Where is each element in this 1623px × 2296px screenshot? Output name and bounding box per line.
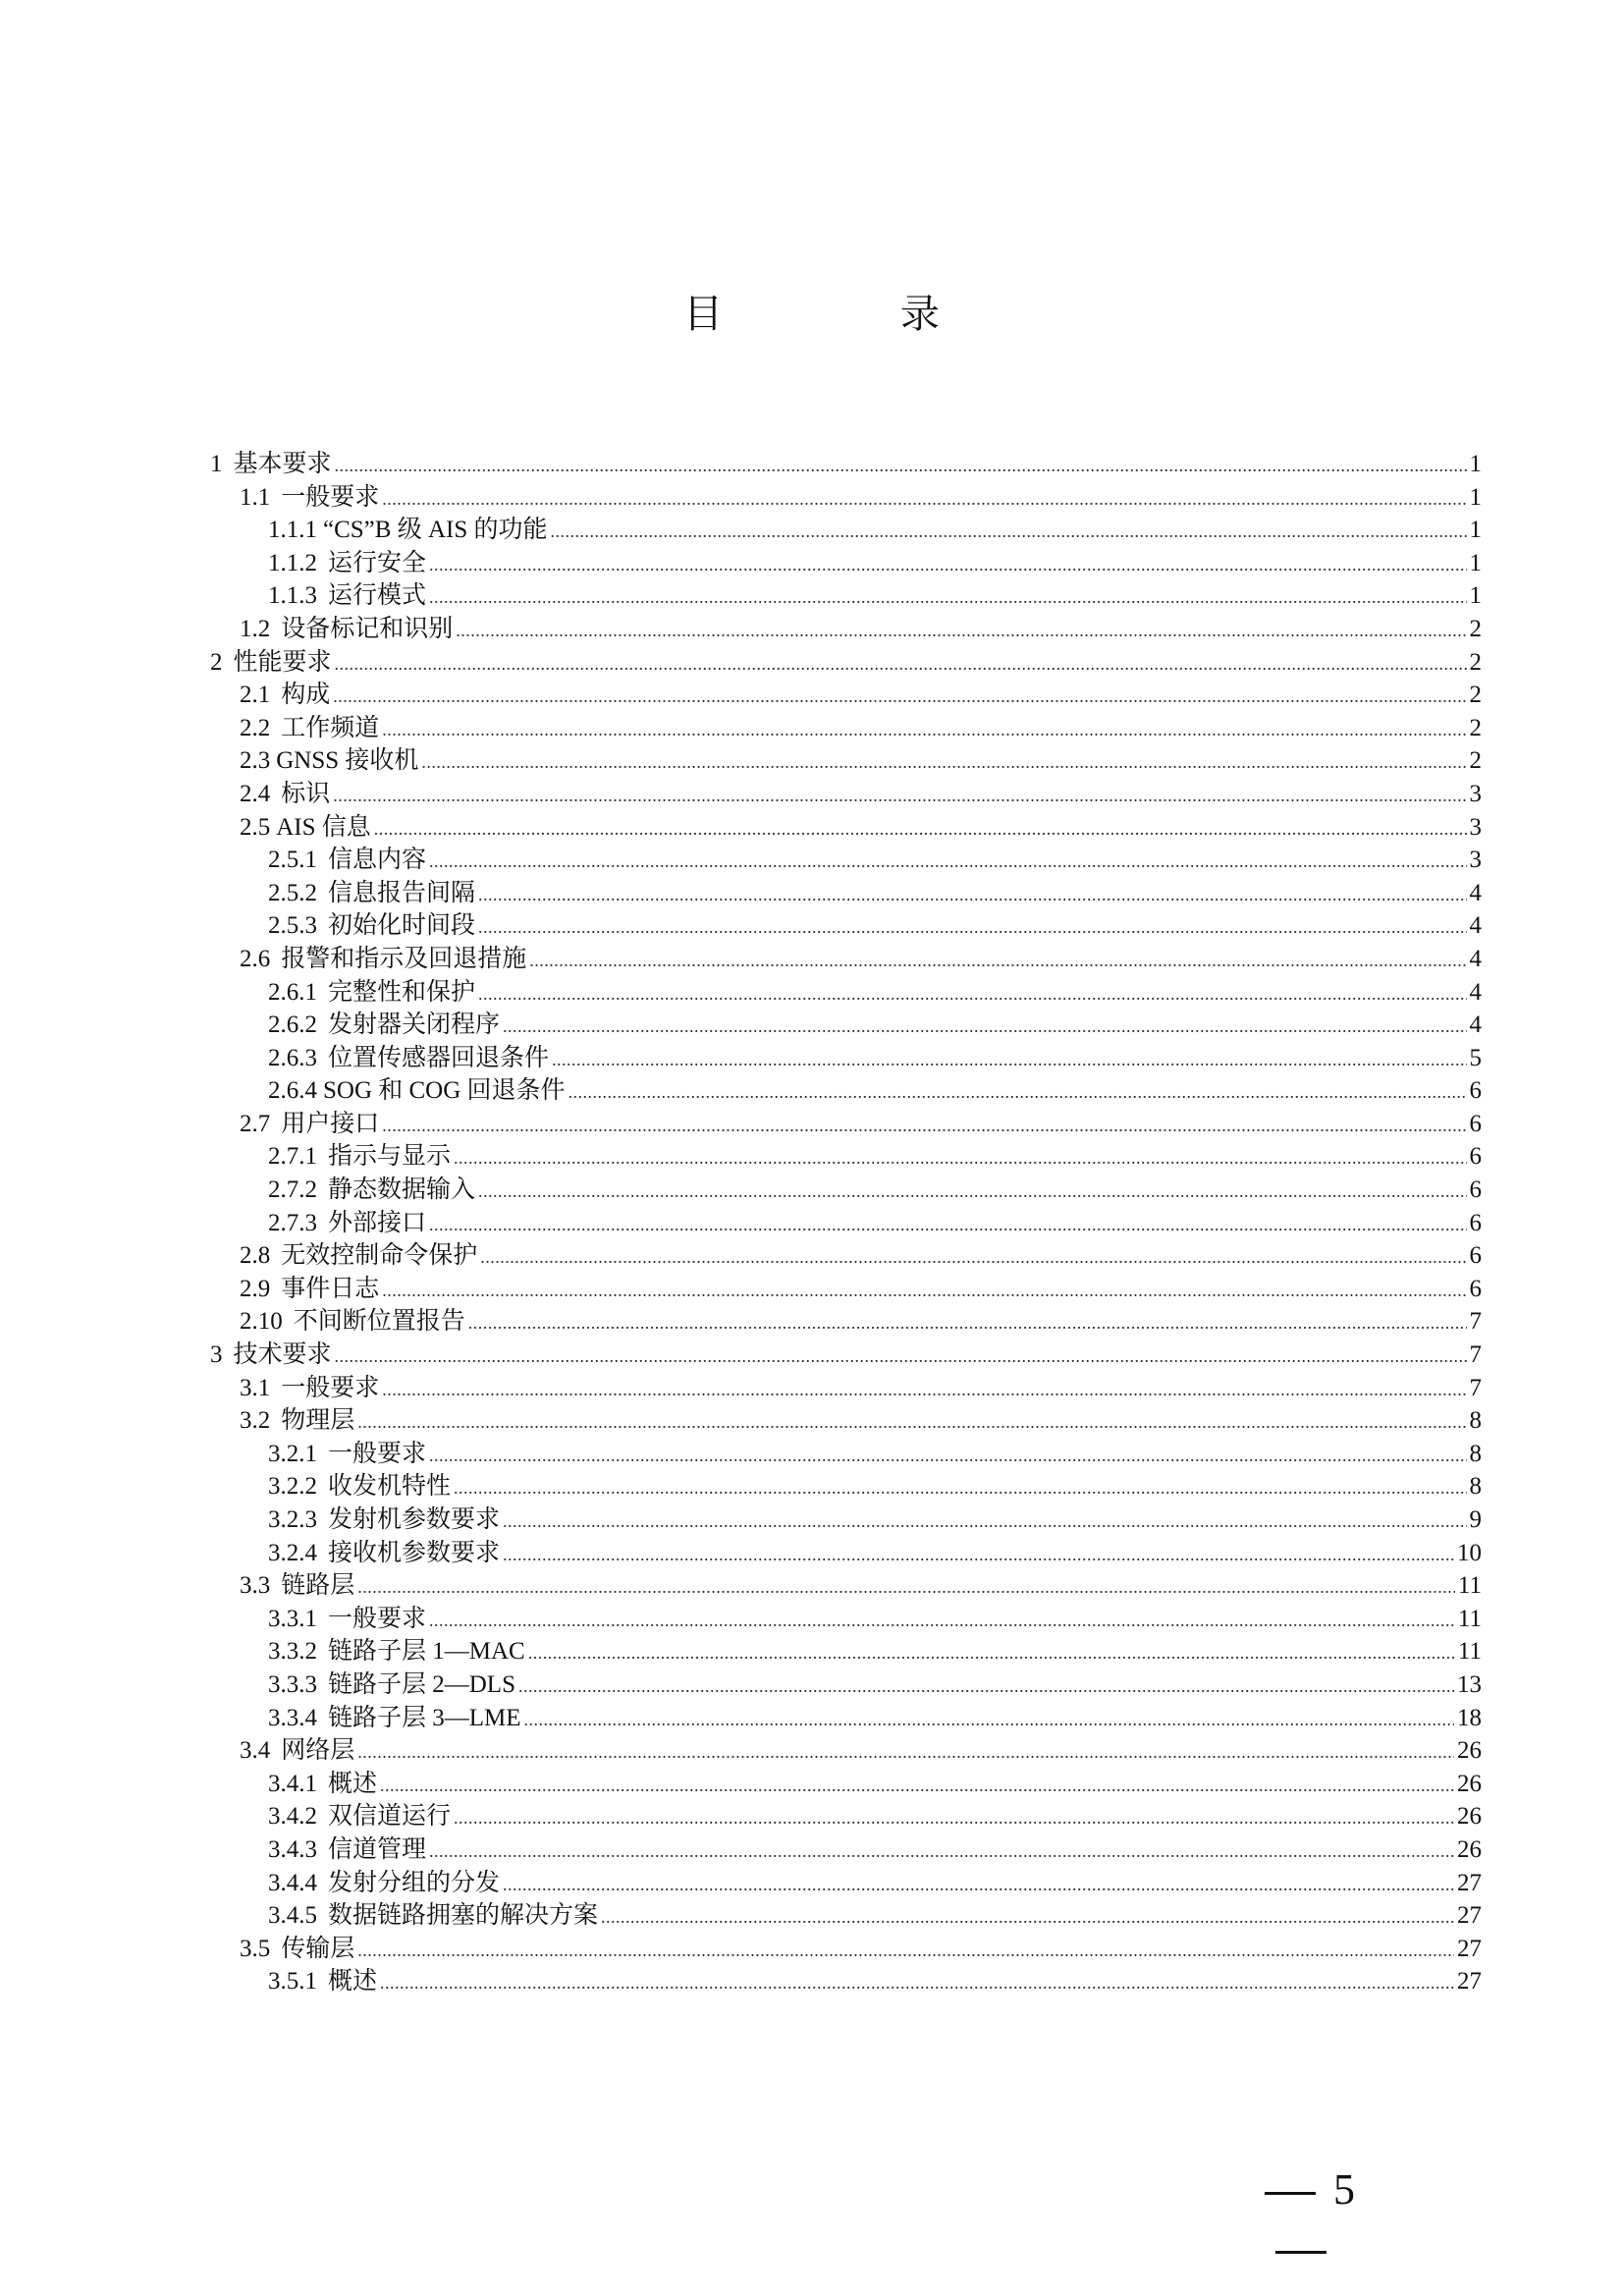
toc-entry-number: 2.8 [240, 1242, 271, 1270]
toc-entry[interactable] [210, 1108, 1482, 1141]
toc-entry-number: 3.3.1 [268, 1605, 317, 1632]
toc-entry[interactable] [210, 1734, 1482, 1768]
toc-entry[interactable] [210, 877, 1482, 910]
toc-entry-number: 1.1.1 [268, 517, 317, 544]
toc-entry-title: 一般要求 [281, 1374, 380, 1401]
toc-entry[interactable] [210, 547, 1482, 580]
toc-entry-number: 3.2.1 [268, 1440, 317, 1467]
toc-entry-number: 1.1.3 [268, 582, 317, 610]
toc-entry-title: SOG 和 COG 回退条件 [323, 1077, 566, 1105]
toc-entry-page: 26 [1457, 1770, 1482, 1797]
toc-entry-number: 3.3 [240, 1572, 271, 1600]
toc-entry[interactable] [210, 1503, 1482, 1537]
toc-entry-number: 3.2.2 [268, 1473, 317, 1501]
toc-entry[interactable] [210, 481, 1482, 515]
toc-entry-page: 8 [1469, 1440, 1482, 1467]
toc-entry-title: 外部接口 [328, 1209, 427, 1236]
toc-entry[interactable] [210, 1800, 1482, 1833]
toc-dot-leader [429, 1835, 1454, 1869]
toc-entry-number: 2.5.1 [268, 847, 317, 874]
toc-entry-title: 事件日志 [281, 1275, 380, 1302]
toc-entry-title: 不间断位置报告 [293, 1308, 465, 1336]
table-of-contents [210, 448, 1482, 1998]
toc-entry-title: 用户接口 [281, 1110, 380, 1137]
toc-dot-leader [454, 1142, 1466, 1175]
toc-entry-page: 6 [1469, 1110, 1482, 1137]
toc-entry-page: 4 [1469, 945, 1482, 972]
toc-dot-leader [454, 1802, 1454, 1835]
toc-entry-number: 2.6.1 [268, 978, 317, 1006]
toc-entry-page: 6 [1469, 1209, 1482, 1236]
toc-entry-title: 发射分组的分发 [328, 1869, 501, 1896]
toc-dot-leader [529, 945, 1466, 978]
dash-right [1275, 2251, 1326, 2254]
toc-entry-number: 3.5.1 [268, 1968, 317, 1995]
toc-dot-leader [478, 911, 1466, 945]
toc-entry-page: 26 [1457, 1737, 1482, 1765]
toc-dot-leader [382, 1110, 1466, 1143]
toc-entry-page: 2 [1469, 714, 1482, 741]
toc-dot-leader [429, 1209, 1466, 1242]
toc-dot-leader [528, 1637, 1455, 1670]
toc-entry-number: 2.1 [240, 682, 271, 709]
toc-entry[interactable] [210, 1239, 1482, 1273]
toc-entry-page: 2 [1469, 682, 1482, 709]
toc-entry[interactable] [210, 1273, 1482, 1306]
toc-entry-number: 1.1.2 [268, 549, 317, 576]
toc-entry-page: 11 [1457, 1638, 1482, 1666]
toc-dot-leader [357, 1571, 1455, 1605]
toc-entry-number: 3.2 [240, 1407, 271, 1435]
toc-entry-page: 2 [1469, 615, 1482, 642]
toc-entry-title: 接收机参数要求 [328, 1539, 501, 1566]
toc-dot-leader [454, 1472, 1466, 1505]
toc-entry[interactable] [210, 1305, 1482, 1339]
toc-entry-page: 26 [1457, 1803, 1482, 1831]
toc-entry-page: 9 [1469, 1506, 1482, 1533]
toc-entry-page: 6 [1469, 1143, 1482, 1171]
toc-entry-page: 8 [1469, 1407, 1482, 1435]
toc-entry-page: 10 [1457, 1539, 1482, 1566]
toc-entry-title: 完整性和保护 [328, 978, 476, 1006]
toc-entry[interactable] [210, 1867, 1482, 1900]
toc-entry-number: 3.4.3 [268, 1835, 317, 1863]
toc-dot-leader [335, 1340, 1467, 1374]
toc-entry-page: 27 [1457, 1869, 1482, 1896]
toc-entry-title: 一般要求 [281, 483, 380, 511]
toc-entry[interactable] [210, 811, 1482, 845]
toc-entry-number: 2.2 [240, 714, 271, 741]
toc-dot-leader [503, 1869, 1454, 1902]
toc-entry-page: 6 [1469, 1077, 1482, 1105]
toc-entry-page: 7 [1469, 1308, 1482, 1336]
toc-entry[interactable] [210, 646, 1482, 680]
toc-entry-title: 构成 [281, 682, 331, 709]
toc-entry[interactable] [210, 712, 1482, 745]
toc-entry-page: 3 [1469, 813, 1482, 841]
toc-entry-title: 链路子层 3—LME [328, 1704, 521, 1731]
toc-entry-title: 工作频道 [281, 714, 380, 741]
toc-entry-number: 3.1 [240, 1374, 271, 1401]
toc-entry[interactable] [210, 909, 1482, 943]
toc-dot-leader [478, 1175, 1466, 1209]
toc-entry-page: 7 [1469, 1374, 1482, 1401]
toc-dot-leader [518, 1670, 1454, 1704]
toc-entry-title: 运行模式 [328, 582, 427, 610]
toc-entry-title: 性能要求 [233, 648, 332, 676]
toc-entry-page: 27 [1457, 1902, 1482, 1930]
toc-entry[interactable] [210, 1140, 1482, 1174]
toc-entry[interactable] [210, 1933, 1482, 1966]
toc-entry-page: 8 [1469, 1473, 1482, 1501]
toc-entry-number: 2.4 [240, 780, 271, 807]
toc-entry[interactable] [210, 1207, 1482, 1240]
toc-entry-number: 3.4.5 [268, 1902, 317, 1930]
toc-entry-number: 1 [210, 451, 223, 477]
toc-entry[interactable] [210, 1702, 1482, 1735]
toc-entry-number: 1.1 [240, 483, 271, 511]
toc-entry-title: 链路子层 2—DLS [328, 1670, 515, 1698]
toc-entry-title: 链路层 [281, 1572, 355, 1600]
toc-dot-leader [568, 1076, 1467, 1110]
toc-dot-leader [421, 746, 1466, 780]
page-number-value: 5 [1333, 2165, 1355, 2214]
toc-dot-leader [429, 1605, 1455, 1638]
toc-entry-title: 技术要求 [233, 1341, 332, 1369]
toc-entry[interactable] [210, 1339, 1482, 1372]
toc-entry-number: 2.6.3 [268, 1044, 317, 1071]
toc-entry-page: 2 [1469, 648, 1482, 676]
toc-entry[interactable] [210, 744, 1482, 778]
toc-entry-page: 6 [1469, 1176, 1482, 1204]
toc-dot-leader [333, 681, 1466, 714]
toc-entry-number: 2.7 [240, 1110, 271, 1137]
toc-entry[interactable] [210, 1404, 1482, 1438]
toc-entry-number: 2.5 [240, 813, 271, 841]
toc-dot-leader [429, 846, 1466, 879]
toc-entry-title: 概述 [328, 1770, 378, 1797]
toc-entry[interactable] [210, 1372, 1482, 1405]
toc-entry[interactable] [210, 1009, 1482, 1042]
toc-entry[interactable] [210, 844, 1482, 877]
toc-dot-leader [601, 1901, 1454, 1935]
toc-entry-number: 3.5 [240, 1935, 271, 1962]
toc-entry-page: 3 [1469, 780, 1482, 807]
toc-entry-number: 2.6.2 [268, 1011, 317, 1039]
toc-dot-leader [478, 879, 1466, 912]
toc-entry-number: 2.5.3 [268, 912, 317, 940]
toc-entry[interactable] [210, 1537, 1482, 1570]
toc-entry[interactable] [210, 448, 1482, 481]
toc-entry-number: 3 [210, 1341, 223, 1369]
toc-entry-page: 6 [1469, 1275, 1482, 1302]
toc-entry-number: 2.5.2 [268, 879, 317, 906]
toc-entry-number: 2.6 [240, 945, 271, 972]
toc-entry-page: 13 [1457, 1670, 1482, 1698]
toc-entry-title: 信息内容 [328, 847, 427, 874]
toc-entry-page: 4 [1469, 1011, 1482, 1039]
page-title: 目 录 [683, 292, 1022, 337]
toc-entry-number: 2.6.4 [268, 1077, 317, 1105]
toc-entry-number: 2.7.2 [268, 1176, 317, 1204]
toc-entry[interactable] [210, 976, 1482, 1010]
toc-entry-number: 2.7.1 [268, 1143, 317, 1171]
toc-entry[interactable] [210, 1470, 1482, 1503]
toc-entry[interactable] [210, 943, 1482, 976]
toc-entry-page: 2 [1469, 747, 1482, 775]
toc-dot-leader [380, 1967, 1454, 2000]
toc-entry-number: 3.3.3 [268, 1670, 317, 1698]
toc-entry-title: 位置传感器回退条件 [328, 1044, 550, 1071]
toc-entry-page: 1 [1469, 483, 1482, 511]
toc-dot-leader [503, 1505, 1466, 1539]
toc-dot-leader [550, 516, 1466, 549]
toc-entry-number: 3.4.4 [268, 1869, 317, 1896]
toc-entry-page: 27 [1457, 1968, 1482, 1995]
toc-dot-leader [357, 1736, 1454, 1770]
toc-dot-leader [335, 648, 1467, 682]
toc-entry-title: GNSS 接收机 [276, 747, 419, 775]
toc-entry-page: 11 [1457, 1605, 1482, 1632]
toc-entry-number: 1.2 [240, 615, 271, 642]
toc-dot-leader [382, 714, 1466, 747]
toc-entry-title: AIS 信息 [276, 813, 371, 841]
toc-entry-number: 3.2.4 [268, 1539, 317, 1566]
toc-entry[interactable] [210, 778, 1482, 811]
toc-entry[interactable] [210, 1668, 1482, 1702]
toc-dot-leader [335, 450, 1467, 483]
page-number-footer [1208, 2160, 1394, 2278]
toc-entry[interactable] [210, 613, 1482, 646]
toc-entry[interactable] [210, 579, 1482, 613]
toc-dot-leader [480, 1241, 1466, 1275]
toc-dot-leader [374, 813, 1467, 847]
toc-entry-number: 2.10 [240, 1308, 283, 1336]
toc-entry[interactable] [210, 1603, 1482, 1636]
toc-entry-title: 无效控制命令保护 [281, 1242, 478, 1270]
toc-entry-title: 标识 [281, 780, 331, 807]
toc-entry[interactable] [210, 1042, 1482, 1075]
toc-entry-title: 一般要求 [328, 1605, 427, 1632]
toc-entry-number: 2.3 [240, 747, 271, 775]
toc-entry-page: 6 [1469, 1242, 1482, 1270]
toc-entry-page: 1 [1469, 517, 1482, 544]
toc-entry[interactable] [210, 1833, 1482, 1867]
toc-entry-title: 一般要求 [328, 1440, 427, 1467]
toc-dot-leader [333, 780, 1466, 813]
toc-entry-title: 报警和指示及回退措施 [281, 945, 527, 972]
toc-entry-title: 指示与显示 [328, 1143, 452, 1171]
toc-entry-title: 物理层 [281, 1407, 355, 1435]
toc-dot-leader [380, 1770, 1454, 1803]
toc-entry-title: 基本要求 [233, 451, 332, 477]
toc-dot-leader [357, 1935, 1454, 1968]
toc-entry[interactable] [210, 679, 1482, 712]
toc-dot-leader [552, 1044, 1466, 1077]
toc-entry-page: 1 [1469, 451, 1482, 477]
toc-entry-title: 数据链路拥塞的解决方案 [328, 1902, 599, 1930]
toc-dot-leader [382, 1374, 1466, 1407]
toc-entry-number: 3.2.3 [268, 1506, 317, 1533]
toc-entry-title: 信息报告间隔 [328, 879, 476, 906]
toc-entry[interactable] [210, 1438, 1482, 1471]
toc-entry-title: 初始化时间段 [328, 912, 476, 940]
toc-entry[interactable] [210, 1899, 1482, 1933]
toc-entry[interactable] [210, 514, 1482, 547]
toc-entry[interactable] [210, 1074, 1482, 1108]
toc-entry-page: 3 [1469, 847, 1482, 874]
toc-entry[interactable] [210, 1965, 1482, 1998]
toc-entry-number: 3.4.1 [268, 1770, 317, 1797]
toc-entry-page: 7 [1469, 1341, 1482, 1369]
toc-entry[interactable] [210, 1768, 1482, 1801]
toc-entry-title: 发射机参数要求 [328, 1506, 501, 1533]
toc-entry-number: 3.4.2 [268, 1803, 317, 1831]
toc-entry-page: 5 [1469, 1044, 1482, 1071]
toc-entry-number: 3.4 [240, 1737, 271, 1765]
toc-dot-leader [357, 1406, 1466, 1440]
toc-entry-page: 27 [1457, 1935, 1482, 1962]
toc-entry-title: 设备标记和识别 [281, 615, 454, 642]
toc-dot-leader [478, 978, 1466, 1011]
toc-entry-page: 4 [1469, 912, 1482, 940]
toc-entry-page: 4 [1469, 978, 1482, 1006]
toc-entry-title: “CS”B 级 AIS 的功能 [323, 517, 548, 544]
toc-entry-number: 3.3.2 [268, 1638, 317, 1666]
toc-entry-page: 18 [1457, 1704, 1482, 1731]
toc-dot-leader [429, 549, 1466, 582]
toc-entry-page: 4 [1469, 879, 1482, 906]
toc-entry-page: 1 [1469, 582, 1482, 610]
toc-entry-page: 1 [1469, 549, 1482, 576]
toc-dot-leader [382, 483, 1466, 517]
toc-entry-page: 26 [1457, 1835, 1482, 1863]
toc-entry-number: 2.9 [240, 1275, 271, 1302]
toc-entry-title: 概述 [328, 1968, 378, 1995]
toc-dot-leader [456, 615, 1466, 648]
toc-dot-leader [524, 1704, 1454, 1737]
toc-entry-title: 发射器关闭程序 [328, 1011, 501, 1039]
toc-entry[interactable] [210, 1569, 1482, 1603]
toc-entry-title: 收发机特性 [328, 1473, 452, 1501]
toc-dot-leader [382, 1275, 1466, 1308]
toc-dot-leader [503, 1539, 1454, 1572]
toc-entry-title: 静态数据输入 [328, 1176, 476, 1204]
toc-entry-number: 3.3.4 [268, 1704, 317, 1731]
toc-dot-leader [503, 1011, 1466, 1044]
toc-entry-number: 2.7.3 [268, 1209, 317, 1236]
toc-dot-leader [429, 1440, 1466, 1473]
toc-entry-page: 11 [1457, 1572, 1482, 1600]
toc-entry-title: 运行安全 [328, 549, 427, 576]
toc-entry[interactable] [210, 1174, 1482, 1207]
toc-entry-title: 信道管理 [328, 1835, 427, 1863]
toc-entry-title: 链路子层 1—MAC [328, 1638, 525, 1666]
toc-entry-title: 双信道运行 [328, 1803, 452, 1831]
toc-entry[interactable] [210, 1635, 1482, 1668]
toc-entry-number: 2 [210, 648, 223, 676]
toc-entry-title: 网络层 [281, 1737, 355, 1765]
dash-left [1265, 2192, 1316, 2195]
toc-dot-leader [429, 581, 1466, 615]
toc-dot-leader [468, 1307, 1467, 1340]
toc-entry-title: 传输层 [281, 1935, 355, 1962]
